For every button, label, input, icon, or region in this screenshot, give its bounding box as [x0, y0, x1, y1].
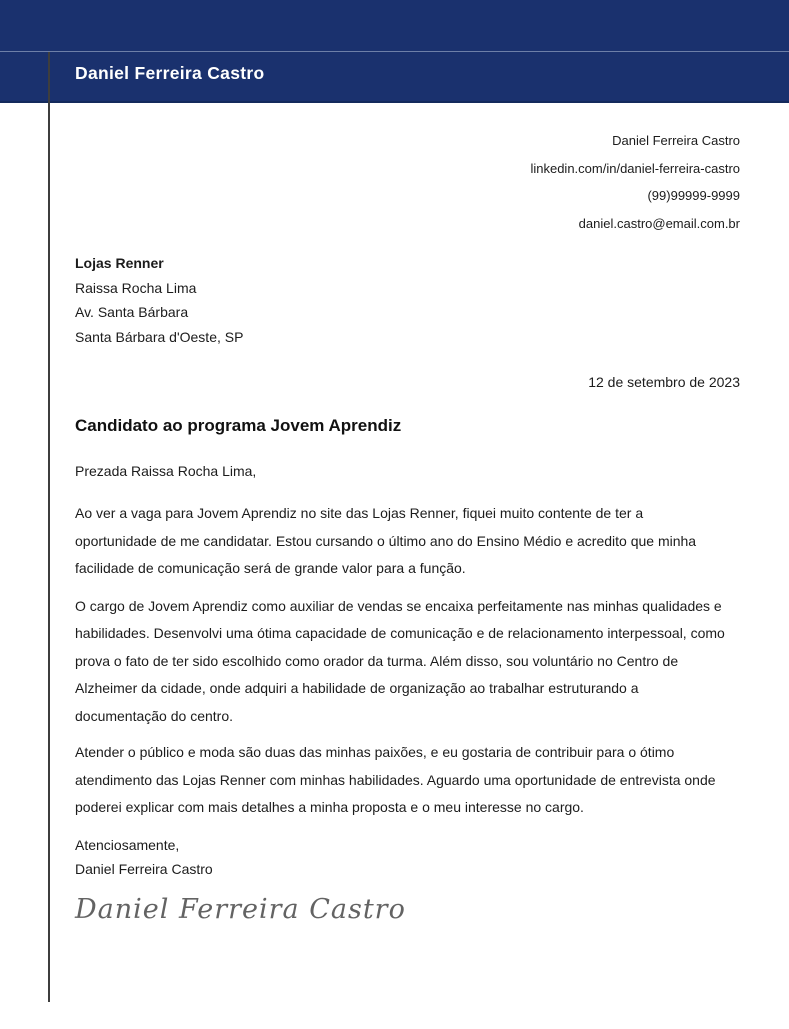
paragraph-2-line: Alzheimer da cidade, onde adquiri a habilidade de organização ao trabalhar estruturando a: [75, 680, 639, 696]
recipient-address-city: Santa Bárbara d'Oeste, SP: [75, 328, 244, 345]
closing-block: [75, 833, 740, 881]
letter-subject: Candidato ao programa Jovem Aprendiz: [75, 415, 402, 435]
paragraph-2-line: O cargo de Jovem Aprendiz como auxiliar de vendas se encaixa perfeitamente nas minhas qualidades e: [75, 597, 722, 614]
header-name-band: [0, 52, 789, 103]
paragraph-1: [75, 500, 740, 583]
letter-date: 12 de setembro de 2023: [588, 374, 740, 390]
contact-block: [75, 127, 740, 237]
header-name: Daniel Ferreira Castro: [75, 63, 265, 83]
paragraph-1-line: Ao ver a vaga para Jovem Aprendiz no site das Lojas Renner, fiquei muito contente de ter a: [75, 505, 644, 521]
letter-body: [75, 105, 740, 925]
closing-signer-name: Daniel Ferreira Castro: [75, 860, 213, 877]
paragraph-3-line: atendimento das Lojas Renner com minhas habilidades. Aguardo uma oportunidade de entrevista onde: [75, 771, 716, 788]
letter-greeting: Prezada Raissa Rocha Lima,: [75, 462, 257, 479]
letter-header: [0, 0, 789, 103]
paragraph-3-line: Atender o público e moda são duas das minhas paixões, e eu gostaria de contribuir para o ótimo: [75, 744, 675, 760]
contact-email: daniel.castro@email.com.br: [578, 215, 740, 231]
paragraph-2-line: habilidades. Desenvolvi uma ótima capacidade de comunicação e de relacionamento interpessoal, como: [75, 625, 725, 641]
paragraph-2-line: prova o fato de ter sido escolhido como orador da turma. Além disso, sou voluntário no Centro de: [75, 652, 679, 669]
recipient-company: Lojas Renner: [75, 255, 164, 271]
contact-name: Daniel Ferreira Castro: [612, 133, 740, 148]
recipient-block: [75, 251, 740, 349]
paragraph-1-line: facilidade de comunicação será de grande valor para a função.: [75, 560, 466, 576]
paragraph-3-line: poderei explicar com mais detalhes a minha proposta e o meu interesse no cargo.: [75, 799, 584, 815]
recipient-address-street: Av. Santa Bárbara: [75, 304, 189, 320]
paragraph-2-line: documentação do centro.: [75, 707, 233, 724]
paragraph-1-line: oportunidade de me candidatar. Estou cursando o último ano do Ensino Médio e acredito que minha: [75, 532, 697, 549]
closing-salutation: Atenciosamente,: [75, 836, 180, 853]
contact-phone: (99)99999-9999: [647, 188, 740, 203]
left-accent-rule: [48, 52, 50, 1002]
handwritten-signature: Daniel Ferreira Castro: [75, 893, 406, 925]
contact-linkedin: linkedin.com/in/daniel-ferreira-castro: [530, 160, 740, 176]
header-top-band: [0, 0, 789, 52]
paragraph-3: [75, 739, 740, 822]
recipient-contact-person: Raissa Rocha Lima: [75, 279, 197, 296]
paragraph-2: [75, 593, 740, 731]
